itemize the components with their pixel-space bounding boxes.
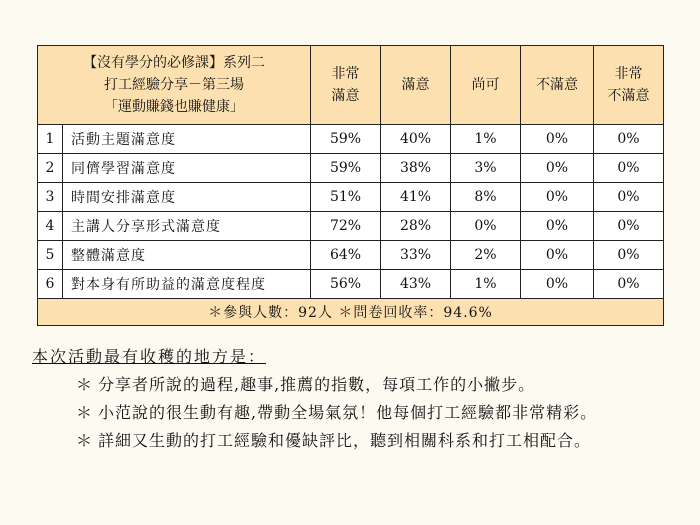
header-row bbox=[38, 46, 664, 125]
value-cell: 0% bbox=[521, 241, 594, 270]
note-text: 小范說的很生動有趣,帶動全場氣氛！他每個打工經驗都非常精彩。 bbox=[98, 403, 598, 422]
value-cell: 8% bbox=[451, 183, 521, 212]
column-header: 非常 不滿意 bbox=[594, 46, 664, 125]
value-cell: 0% bbox=[521, 125, 594, 154]
value-cell: 3% bbox=[451, 154, 521, 183]
value-cell: 0% bbox=[521, 183, 594, 212]
participation-summary: ＊參與人數：92人 ＊問卷回收率：94.6% bbox=[38, 299, 664, 326]
footer-row bbox=[38, 299, 664, 326]
value-cell: 1% bbox=[451, 270, 521, 299]
value-cell: 28% bbox=[381, 212, 451, 241]
value-cell: 0% bbox=[451, 212, 521, 241]
row-label: 時間安排滿意度 bbox=[63, 183, 311, 212]
value-cell: 0% bbox=[521, 154, 594, 183]
table-row bbox=[38, 125, 664, 154]
column-header: 尚可 bbox=[451, 46, 521, 125]
value-cell: 0% bbox=[594, 154, 664, 183]
value-cell: 41% bbox=[381, 183, 451, 212]
note-list bbox=[32, 373, 672, 453]
value-cell: 43% bbox=[381, 270, 451, 299]
value-cell: 2% bbox=[451, 241, 521, 270]
value-cell: 0% bbox=[594, 241, 664, 270]
table-title: 【沒有學分的必修課】系列二 打工經驗分享－第三場 「運動賺錢也賺健康」 bbox=[38, 46, 311, 125]
value-cell: 72% bbox=[311, 212, 381, 241]
row-label: 同儕學習滿意度 bbox=[63, 154, 311, 183]
notes-section bbox=[32, 345, 672, 457]
note-text: 分享者所說的過程,趣事,推薦的指數，每項工作的小撇步。 bbox=[98, 375, 536, 394]
asterisk-bullet-icon: ＊ bbox=[76, 431, 94, 450]
row-label: 活動主題滿意度 bbox=[63, 125, 311, 154]
column-header: 非常 滿意 bbox=[311, 46, 381, 125]
value-cell: 59% bbox=[311, 125, 381, 154]
row-index: 3 bbox=[38, 183, 63, 212]
row-index: 1 bbox=[38, 125, 63, 154]
table-row bbox=[38, 212, 664, 241]
row-index: 2 bbox=[38, 154, 63, 183]
value-cell: 0% bbox=[521, 270, 594, 299]
value-cell: 0% bbox=[594, 270, 664, 299]
value-cell: 38% bbox=[381, 154, 451, 183]
note-text: 詳細又生動的打工經驗和優缺評比，聽到相關科系和打工相配合。 bbox=[98, 431, 592, 450]
row-label: 對本身有所助益的滿意度程度 bbox=[63, 270, 311, 299]
value-cell: 51% bbox=[311, 183, 381, 212]
value-cell: 0% bbox=[594, 212, 664, 241]
list-item bbox=[76, 373, 672, 397]
asterisk-bullet-icon: ＊ bbox=[76, 375, 94, 394]
value-cell: 0% bbox=[594, 125, 664, 154]
table-row bbox=[38, 270, 664, 299]
row-label: 整體滿意度 bbox=[63, 241, 311, 270]
row-label: 主講人分享形式滿意度 bbox=[63, 212, 311, 241]
row-index: 4 bbox=[38, 212, 63, 241]
value-cell: 56% bbox=[311, 270, 381, 299]
list-item bbox=[76, 401, 672, 425]
value-cell: 0% bbox=[594, 183, 664, 212]
table-row bbox=[38, 183, 664, 212]
value-cell: 40% bbox=[381, 125, 451, 154]
satisfaction-table bbox=[37, 45, 664, 326]
table-row bbox=[38, 154, 664, 183]
asterisk-bullet-icon: ＊ bbox=[76, 403, 94, 422]
row-index: 6 bbox=[38, 270, 63, 299]
row-index: 5 bbox=[38, 241, 63, 270]
value-cell: 33% bbox=[381, 241, 451, 270]
list-item bbox=[76, 429, 672, 453]
column-header: 不滿意 bbox=[521, 46, 594, 125]
column-header: 滿意 bbox=[381, 46, 451, 125]
value-cell: 1% bbox=[451, 125, 521, 154]
table-row bbox=[38, 241, 664, 270]
value-cell: 59% bbox=[311, 154, 381, 183]
value-cell: 64% bbox=[311, 241, 381, 270]
notes-title: 本次活動最有收穫的地方是： bbox=[32, 347, 267, 366]
value-cell: 0% bbox=[521, 212, 594, 241]
